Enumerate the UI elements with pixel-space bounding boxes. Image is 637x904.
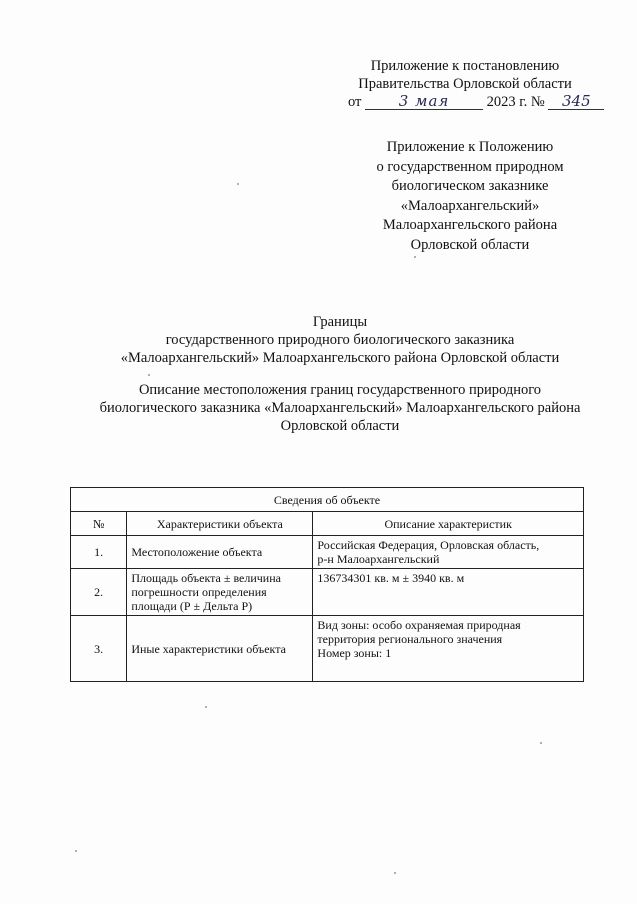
title-line: Границы bbox=[312, 314, 368, 330]
regulation-line: «Малоархангельский» bbox=[400, 197, 540, 214]
regulation-header bbox=[360, 138, 580, 255]
scan-speck bbox=[205, 706, 207, 708]
row-description bbox=[313, 569, 584, 616]
document-title bbox=[60, 313, 620, 367]
regulation-line: Приложение к Положению bbox=[386, 139, 554, 155]
scan-speck bbox=[75, 850, 77, 852]
handwritten-number: 345 bbox=[548, 94, 604, 110]
row-number: 3. bbox=[71, 616, 127, 682]
scan-speck bbox=[414, 256, 416, 258]
approval-line-2: Правительства Орловской области bbox=[358, 76, 572, 92]
regulation-line: биологическом заказнике bbox=[391, 178, 549, 194]
subtitle-line: Описание местоположения границ государственного природного bbox=[138, 382, 542, 398]
subtitle-line: Орловской области bbox=[280, 418, 400, 434]
table-caption-row bbox=[71, 488, 584, 512]
column-header-characteristic: Характеристики объекта bbox=[127, 512, 313, 536]
characteristic-line: Площадь объекта ± величина bbox=[131, 571, 281, 585]
description-line: р-н Малоархангельский bbox=[317, 552, 440, 566]
date-prefix: от bbox=[348, 94, 362, 110]
approval-line-1: Приложение к постановлению bbox=[370, 58, 560, 74]
subtitle-line: биологического заказника «Малоархангельский» Малоархангельского района bbox=[99, 400, 581, 416]
scan-speck bbox=[237, 183, 239, 185]
description-line: территория регионального значения bbox=[317, 632, 503, 646]
scan-speck bbox=[148, 374, 150, 376]
row-characteristic: Иные характеристики объекта bbox=[127, 616, 313, 682]
column-header-description: Описание характеристик bbox=[313, 512, 584, 536]
row-characteristic bbox=[127, 569, 313, 616]
column-header-number: № bbox=[71, 512, 127, 536]
table-header-row bbox=[71, 512, 584, 536]
title-line: «Малоархангельский» Малоархангельского района Орловской области bbox=[120, 350, 560, 366]
table-row bbox=[71, 616, 584, 682]
handwritten-date: 3 мая bbox=[365, 94, 483, 110]
description-line: Номер зоны: 1 bbox=[317, 646, 392, 660]
characteristic-line: погрешности определения bbox=[131, 585, 267, 599]
scan-speck bbox=[394, 872, 396, 874]
regulation-line: Малоархангельского района bbox=[382, 217, 558, 233]
description-line: Вид зоны: особо охраняемая природная bbox=[317, 618, 521, 632]
year-number-label: 2023 г. № bbox=[486, 94, 545, 110]
row-characteristic: Местоположение объекта bbox=[127, 536, 313, 569]
description-line: 136734301 кв. м ± 3940 кв. м bbox=[317, 571, 465, 585]
table-row bbox=[71, 569, 584, 616]
row-description bbox=[313, 616, 584, 682]
row-description bbox=[313, 536, 584, 569]
row-number: 2. bbox=[71, 569, 127, 616]
approval-date-line bbox=[340, 93, 590, 111]
scan-speck bbox=[540, 742, 542, 744]
title-line: государственного природного биологического заказника bbox=[165, 332, 515, 348]
document-subtitle bbox=[70, 381, 610, 435]
regulation-line: Орловской области bbox=[410, 236, 530, 253]
description-line: Российская Федерация, Орловская область, bbox=[317, 538, 540, 552]
characteristic-line: площади (Р ± Дельта Р) bbox=[131, 599, 253, 613]
table-row bbox=[71, 536, 584, 569]
regulation-line: о государственном природном bbox=[376, 158, 564, 175]
object-info-table bbox=[70, 487, 584, 682]
table-caption: Сведения об объекте bbox=[71, 488, 584, 512]
row-number: 1. bbox=[71, 536, 127, 569]
approval-header bbox=[340, 57, 590, 111]
